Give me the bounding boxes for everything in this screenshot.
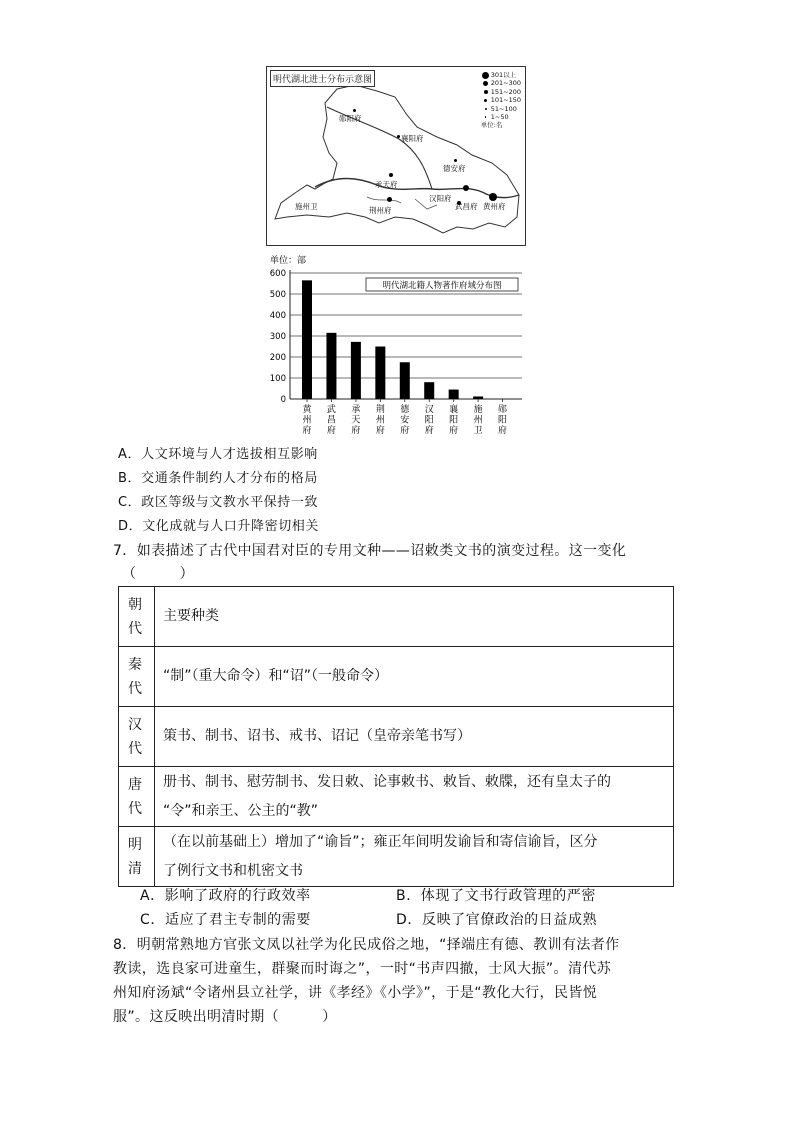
city-label: 承天府 <box>375 180 398 189</box>
header-types: 主要种类 <box>155 587 674 647</box>
q8-line: 教读，选良家可进童生，群聚而时诲之”，一时“书声四撤，士风大振”。清代苏 <box>113 961 612 977</box>
content-cell: 策书、制书、诏书、戒书、诏记（皇帝亲笔书写） <box>155 707 674 767</box>
hubei-jinshi-map <box>266 66 526 246</box>
q7-option-a[interactable]: A．影响了政府的行政效率 <box>140 888 311 904</box>
legend-label: 51~100 <box>490 104 517 113</box>
content-cell <box>155 827 674 887</box>
dynasty-text: 秦代 <box>128 656 142 697</box>
q7-stem: 7．如表描述了古代中国君对臣的专用文种——诏敕类文书的演变过程。这一变化 <box>113 543 627 559</box>
q7-option-b[interactable]: B．体现了文书行政管理的严密 <box>396 888 597 904</box>
city-label: 郧阳府 <box>339 114 362 123</box>
bar-施州卫 <box>473 396 483 399</box>
city-dot <box>463 185 469 191</box>
bar-承天府 <box>351 342 361 399</box>
table-header-row <box>119 587 674 647</box>
q6-option-a[interactable]: A．人文环境与人才选拔相互影响 <box>118 447 318 462</box>
content-cell <box>155 767 674 827</box>
header-dynasty <box>119 587 155 647</box>
y-tick-label: 500 <box>269 290 286 300</box>
y-tick-label: 100 <box>269 374 286 384</box>
bar-德安府 <box>400 362 410 399</box>
q6-option-c[interactable]: C．政区等级与文教水平保持一致 <box>118 495 319 510</box>
q6-option-d[interactable]: D．文化成就与人口升降密切相关 <box>118 519 320 534</box>
city-dot <box>489 193 497 201</box>
legend-label: 101~150 <box>490 96 521 105</box>
city-label: 汉阳府 <box>429 194 452 203</box>
q7-option-c[interactable]: C．适应了君主专制的需要 <box>140 912 311 928</box>
dynasty-text: 汉代 <box>128 716 142 757</box>
dynasty-cell <box>119 827 155 887</box>
dynasty-cell <box>119 767 155 827</box>
dynasty-text: 唐代 <box>128 776 142 817</box>
dynasty-cell <box>119 707 155 767</box>
city-label: 黄州府 <box>483 202 506 211</box>
content-line: 了例行文书和机密文书 <box>163 862 303 879</box>
city-dot <box>397 135 400 138</box>
city-dot <box>387 197 392 202</box>
y-tick-label: 300 <box>269 332 286 342</box>
map-legend <box>481 71 521 130</box>
x-tick-label: 汉阳府 <box>424 405 434 436</box>
x-tick-label: 承天府 <box>351 405 361 436</box>
bar-汉阳府 <box>424 382 434 399</box>
y-unit-label: 单位：部 <box>270 256 307 266</box>
y-tick-label: 600 <box>269 269 286 279</box>
map-title: 明代湖北进士分布示意图 <box>270 70 375 87</box>
y-tick-label: 200 <box>269 353 286 363</box>
city-dot <box>389 173 393 177</box>
content-line: （在以前基础上）增加了“谕旨”；雍正年间明发谕旨和寄信谕旨，区分 <box>163 833 598 850</box>
legend-label: 1~50 <box>490 112 509 121</box>
city-label: 荆州府 <box>369 206 392 215</box>
q7-answer-blank: （ ） <box>122 566 194 582</box>
x-tick-label: 荆州府 <box>375 405 385 436</box>
dynasty-cell <box>119 647 155 707</box>
x-tick-label: 郧阳府 <box>498 405 508 436</box>
table-row <box>119 707 674 767</box>
y-tick-label: 0 <box>280 395 286 405</box>
x-tick-label: 襄阳府 <box>449 405 459 436</box>
city-dot <box>454 159 457 162</box>
legend-label: 201~300 <box>490 79 521 88</box>
city-label: 武昌府 <box>455 202 478 211</box>
table-row <box>119 647 674 707</box>
content-line: “令”和亲王、公主的“教” <box>163 802 319 819</box>
bar-黄州府 <box>302 280 312 399</box>
header-dynasty-text: 朝代 <box>128 596 142 637</box>
q8-line: 州知府汤斌“令诸州县立社学，讲《孝经》《小学》”，于是“教化大行，民皆悦 <box>113 985 598 1001</box>
x-tick-label: 黄州府 <box>302 405 312 436</box>
city-dot <box>353 109 356 112</box>
q7-option-d[interactable]: D．反映了官僚政治的日益成熟 <box>396 912 598 928</box>
city-label: 施州卫 <box>295 202 318 211</box>
city-label: 襄阳府 <box>401 134 424 143</box>
table-row <box>119 827 674 887</box>
legend-label: 151~200 <box>490 87 521 96</box>
bar-荆州府 <box>375 347 385 400</box>
q8-line: 8．明朝常熟地方官张文凤以社学为化民成俗之地，“择端庄有德、教训有法者作 <box>113 937 620 953</box>
x-tick-label: 武昌府 <box>326 405 336 436</box>
legend-label: 301以上 <box>490 71 517 79</box>
legend-unit: 单位:名 <box>480 121 503 130</box>
city-label: 德安府 <box>443 164 466 173</box>
y-tick-label: 400 <box>269 311 286 321</box>
x-tick-label: 德安府 <box>400 405 410 436</box>
bar-武昌府 <box>326 333 336 399</box>
q8-line: 服”。这反映出明清时期（ ） <box>113 1009 337 1025</box>
dynasty-text: 明清 <box>128 836 142 877</box>
chart-title: 明代湖北籍人物著作府域分布图 <box>382 281 502 291</box>
content-cell: “制”（重大命令）和“诏”（一般命令） <box>155 647 674 707</box>
q6-option-b[interactable]: B．交通条件制约人才分布的格局 <box>118 471 318 486</box>
edict-table <box>118 586 674 887</box>
works-bar-chart <box>266 252 531 438</box>
bar-襄阳府 <box>449 390 459 399</box>
content-line: 册书、制书、慰劳制书、发日敕、论事敕书、敕旨、敕牒，还有皇太子的 <box>163 773 611 790</box>
table-row <box>119 767 674 827</box>
x-tick-label: 施州卫 <box>473 405 483 436</box>
